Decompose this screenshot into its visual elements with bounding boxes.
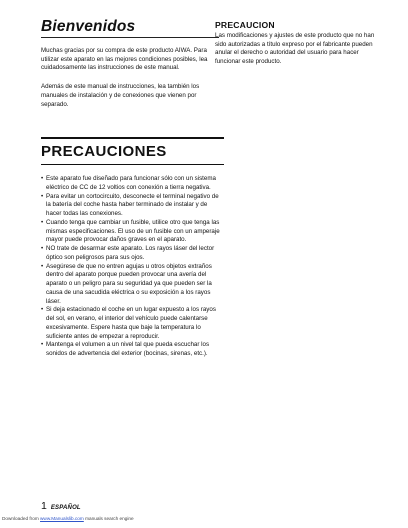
list-item: • Mantenga el volumen a un nivel tal que pueda escuchar los sonidos de advertencia del exterior (bocinas, sirenas, etc.). <box>41 341 210 358</box>
download-prefix: Downloaded from <box>2 516 41 521</box>
manualslib-link[interactable]: www.Manualslib.com <box>40 516 84 521</box>
bullet-icon: • <box>41 341 44 349</box>
bullet-icon: • <box>41 306 44 314</box>
list-item: • Para evitar un cortocircuito, desconecte el terminal negativo de la batería del coche hasta haber terminado de instalar y de hacer todas las conexiones. <box>41 192 219 218</box>
list-item: • Este aparato fue diseñado para funcionar sólo con un sistema eléctrico de CC de 12 voltios con conexión a tierra negativa. <box>41 175 216 191</box>
list-item: • Si deja estacionado el coche en un lugar expuesto a los rayos del sol, en verano, el interior del vehículo puede calentarse excesivamente. Espere hasta que baje la temperatura lo suficiente antes de empezar a reproducir. <box>41 306 216 340</box>
right-column <box>215 20 385 77</box>
download-suffix: manuals search engine <box>83 516 134 521</box>
welcome-paragraph-2: Además de este manual de instrucciones, lea también los manuales de instalación y de conexiones que vienen por separado. <box>41 83 200 108</box>
bullet-icon: • <box>41 245 44 253</box>
list-item: • Cuando tenga que cambiar un fusible, utilice otro que tenga las mismas especificaciones. El uso de un fusible con un amperaje mayor puede provocar daños graves en el aparato. <box>41 218 220 244</box>
bullet-icon: • <box>41 262 44 270</box>
bullet-icon: • <box>41 218 44 226</box>
page-number: 1 <box>41 500 47 512</box>
list-item: • Asegúrese de que no entren agujas u otros objetos extraños dentro del aparato porque pueden provocar una avería del aparato o un peligro para su seguridad ya que pueden ser la causa de una sacudida eléctrica o su exposición a los rayos láser. <box>41 262 212 305</box>
caution-text: Las modificaciones y ajustes de este producto que no han sido autorizadas a título expreso por el fabricante pueden anular el derecho o autoridad del usuario para hacer funcionar este producto. <box>215 32 375 66</box>
welcome-heading: Bienvenidos <box>41 18 224 38</box>
left-column <box>41 18 224 359</box>
welcome-paragraph-1: Muchas gracias por su compra de este producto AIWA. Para utilizar este aparato en las mejores condiciones posibles, lea cuidadosamente las instrucciones de este manual. <box>41 47 208 72</box>
page-footer <box>41 500 81 512</box>
bullet-icon: • <box>41 192 44 200</box>
list-item: • NO trate de desarmar este aparato. Los rayos láser del lector óptico son peligrosos para sus ojos. <box>41 245 215 261</box>
precautions-list <box>41 175 224 359</box>
caution-heading: PRECAUCION <box>215 20 275 30</box>
language-label: ESPAÑOL <box>50 505 81 511</box>
download-note <box>2 516 134 521</box>
section-divider-top <box>41 137 224 139</box>
bullet-icon: • <box>41 175 44 183</box>
precautions-heading: PRECAUCIONES <box>41 143 167 161</box>
section-divider-bottom <box>41 164 224 165</box>
